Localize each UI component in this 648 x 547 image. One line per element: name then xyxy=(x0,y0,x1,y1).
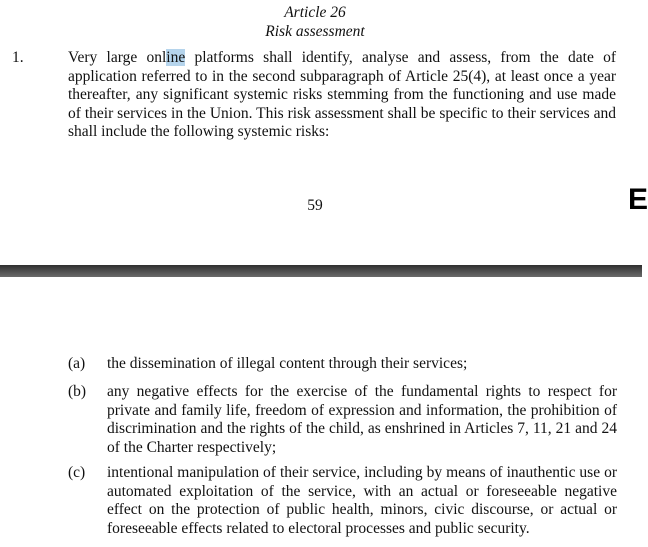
list-item-label: (b) xyxy=(68,383,87,400)
list-item-label: (c) xyxy=(68,464,86,481)
paragraph-number: 1. xyxy=(12,49,24,66)
paragraph-text-rest[interactable]: platforms shall identify, analyse and assess, from the date of application referred to in the second subparagraph of Article 25(4), at least once a year thereafter, any significant systemic risks stemming from the functioning and use made of their services in the Union. This risk assessment shall be specific to their services and shall include the following systemic risks: xyxy=(68,49,616,140)
list-item-label: (a) xyxy=(68,355,86,372)
article-title: Risk assessment xyxy=(265,23,365,40)
list-item-text[interactable]: the dissemination of illegal content through their services; xyxy=(107,355,468,372)
page-number: 59 xyxy=(307,197,323,214)
page-separator xyxy=(0,265,642,277)
paragraph-text[interactable] xyxy=(68,49,616,142)
paragraph-text-start[interactable]: Very large onl xyxy=(68,49,167,66)
search-highlight[interactable]: ine xyxy=(166,49,186,66)
list-item-text[interactable]: intentional manipulation of their service, including by means of inauthentic use or automated exploitation of the service, with an actual or foreseeable negative effect on the protection of public health, minors, civic discourse, or actual or foreseeable effects related to electoral processes and public security. xyxy=(107,464,617,537)
adjacent-page-letter: E xyxy=(628,183,648,216)
document-page-upper xyxy=(0,0,648,265)
list-item-text[interactable]: any negative effects for the exercise of the fundamental rights to respect for private and family life, freedom of expression and information, the prohibition of discrimination and the rights of the child, as enshrined in Articles 7, 11, 21 and 24 of the Charter respectively; xyxy=(107,383,617,456)
article-number: Article 26 xyxy=(284,4,346,21)
